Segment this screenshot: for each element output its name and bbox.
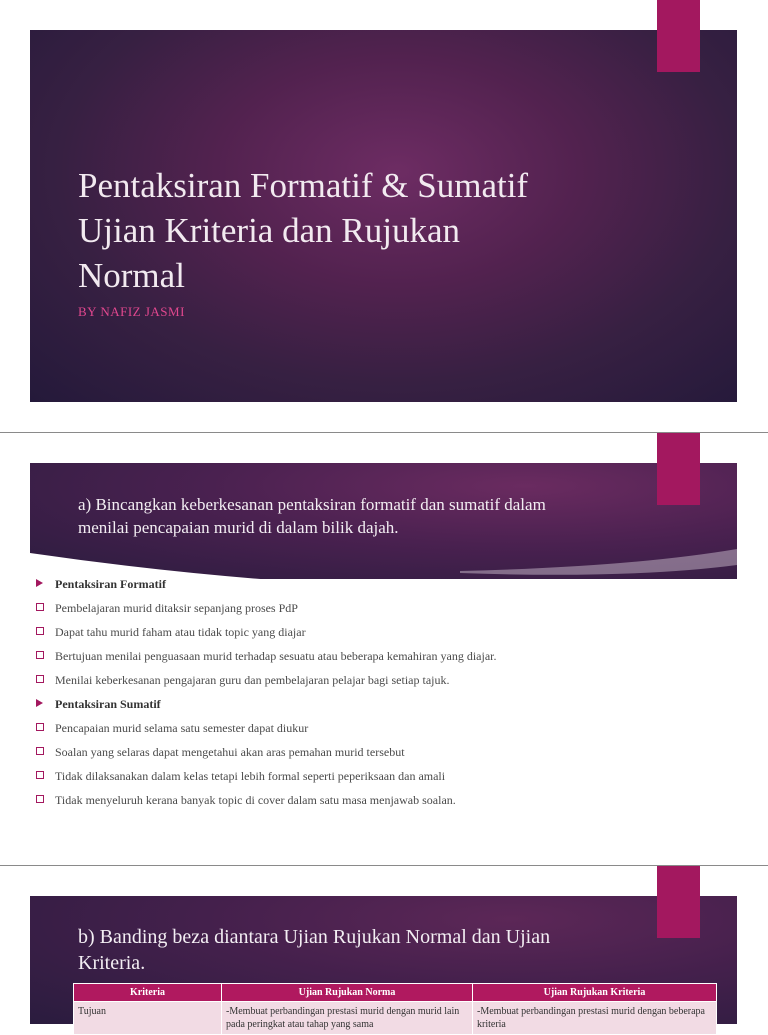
heading-line: menilai pencapaian murid di dalam bilik dajah. xyxy=(78,518,399,537)
table-cell: -Membuat perbandingan prestasi murid dengan murid lain pada peringkat atau tahap yang sama xyxy=(222,1002,473,1035)
slide-title xyxy=(0,0,768,432)
accent-tab xyxy=(657,866,700,938)
table-row xyxy=(74,1002,717,1035)
list-item-text: Tidak dilaksanakan dalam kelas tetapi lebih formal seperti peperiksaan dan amali xyxy=(55,769,446,783)
list-item-text: Bertujuan menilai penguasaan murid terhadap sesuatu atau beberapa kemahiran yang diajar. xyxy=(55,649,497,663)
list-item xyxy=(35,744,735,768)
square-bullet-icon xyxy=(35,672,49,688)
square-bullet-icon xyxy=(35,768,49,784)
question-heading xyxy=(78,924,638,976)
slide-question-a xyxy=(0,433,768,865)
list-item-text: Tidak menyeluruh kerana banyak topic di cover dalam satu masa menjawab soalan. xyxy=(55,793,456,807)
list-item-text: Pencapaian murid selama satu semester dapat diukur xyxy=(55,721,309,735)
comparison-table xyxy=(73,983,717,1035)
heading-line: b) Banding beza diantara Ujian Rujukan Normal dan Ujian xyxy=(78,926,551,948)
author-subtitle: BY NAFIZ JASMI xyxy=(78,304,185,319)
square-bullet-icon xyxy=(35,744,49,760)
square-bullet-icon xyxy=(35,720,49,736)
heading-line: Kriteria. xyxy=(78,952,146,974)
question-heading xyxy=(78,493,638,539)
arrow-bullet-icon xyxy=(35,576,49,592)
column-header: Ujian Rujukan Norma xyxy=(222,984,473,1002)
table-cell: -Membuat perbandingan prestasi murid dengan beberapa kriteria xyxy=(473,1002,717,1035)
square-bullet-icon xyxy=(35,648,49,664)
list-item xyxy=(35,648,735,672)
square-bullet-icon xyxy=(35,600,49,616)
square-bullet-icon xyxy=(35,624,49,640)
column-header: Ujian Rujukan Kriteria xyxy=(473,984,717,1002)
list-item-text: Pembelajaran murid ditaksir sepanjang proses PdP xyxy=(55,601,298,615)
title-line: Normal xyxy=(78,256,185,295)
heading-line: a) Bincangkan keberkesanan pentaksiran formatif dan sumatif dalam xyxy=(78,495,546,514)
accent-tab xyxy=(657,433,700,505)
table-cell: Tujuan xyxy=(74,1002,222,1035)
presentation-title xyxy=(78,163,638,298)
square-bullet-icon xyxy=(35,792,49,808)
list-item-text: Menilai keberkesanan pengajaran guru dan pembelajaran pelajar bagi setiap tajuk. xyxy=(55,673,450,687)
list-item xyxy=(35,624,735,648)
list-item xyxy=(35,696,735,720)
title-line: Ujian Kriteria dan Rujukan xyxy=(78,211,460,250)
title-line: Pentaksiran Formatif & Sumatif xyxy=(78,166,529,205)
list-item-text: Pentaksiran Formatif xyxy=(55,577,166,591)
slide-question-b xyxy=(0,866,768,1030)
list-item xyxy=(35,792,735,816)
list-item-text: Soalan yang selaras dapat mengetahui akan aras pemahan murid tersebut xyxy=(55,745,405,759)
table-header-row xyxy=(74,984,717,1002)
list-item-text: Pentaksiran Sumatif xyxy=(55,697,161,711)
list-item xyxy=(35,720,735,744)
bullet-list xyxy=(35,576,735,816)
list-item xyxy=(35,672,735,696)
list-item xyxy=(35,768,735,792)
list-item xyxy=(35,576,735,600)
column-header: Kriteria xyxy=(74,984,222,1002)
accent-tab xyxy=(657,0,700,72)
arrow-bullet-icon xyxy=(35,696,49,712)
list-item xyxy=(35,600,735,624)
list-item-text: Dapat tahu murid faham atau tidak topic yang diajar xyxy=(55,625,306,639)
